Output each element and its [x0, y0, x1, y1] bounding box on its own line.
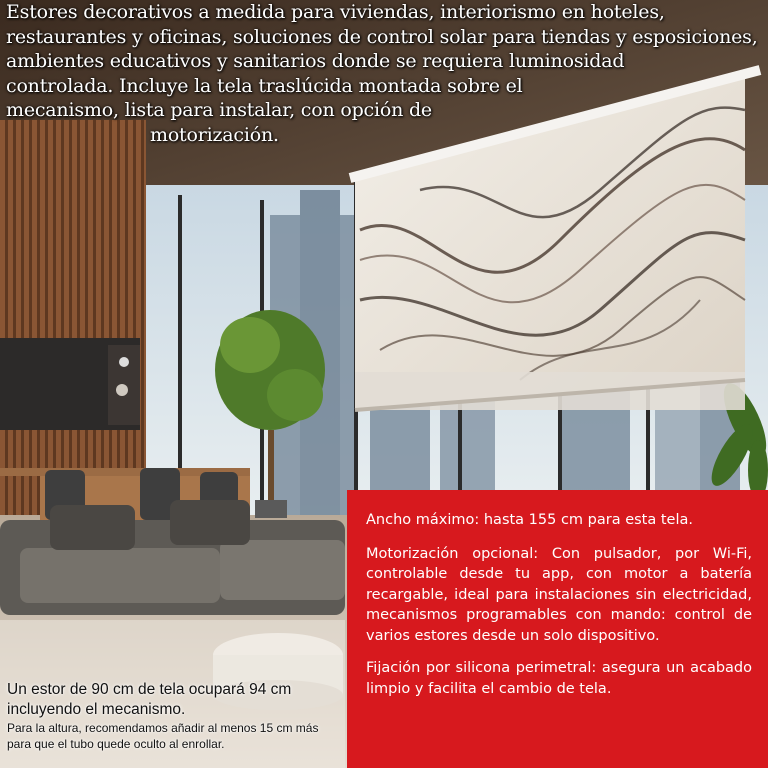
- size-note: [7, 680, 343, 752]
- motorization-text: Motorización opcional: Con pulsador, por Wi-Fi, controlable desde tu app, con motor a batería recargable, ideal para instalaciones sin electricidad, mecanismos programables con mando: control de varios estores desde un solo dispositivo.: [366, 545, 752, 644]
- headline-line-6: motorización.: [150, 123, 279, 146]
- max-width-text: Ancho máximo: hasta 155 cm para esta tela.: [366, 512, 693, 528]
- headline-line-4: controlada. Incluye la tela traslúcida montada sobre el: [6, 74, 523, 97]
- headline-line-1: Estores decorativos a medida para viviendas, interiorismo en hoteles,: [6, 1, 665, 23]
- headline-text: [6, 0, 766, 147]
- size-note-detail: Para la altura, recomendamos añadir al menos 15 cm más para que el tubo quede oculto al enrollar.: [7, 721, 319, 751]
- headline-line-3: ambientes educativos y sanitarios donde se requiera luminosidad: [6, 50, 625, 72]
- size-note-main: Un estor de 90 cm de tela ocupará 94 cm incluyendo el mecanismo.: [7, 681, 292, 718]
- headline-line-5: mecanismo, lista para instalar, con opción de: [6, 99, 432, 121]
- headline-line-2: restaurantes y oficinas, soluciones de control solar para tiendas y esposiciones,: [6, 25, 758, 48]
- features-panel: [347, 490, 768, 768]
- fixing-text: Fijación por silicona perimetral: asegura un acabado limpio y facilita el cambio de tela.: [366, 660, 752, 697]
